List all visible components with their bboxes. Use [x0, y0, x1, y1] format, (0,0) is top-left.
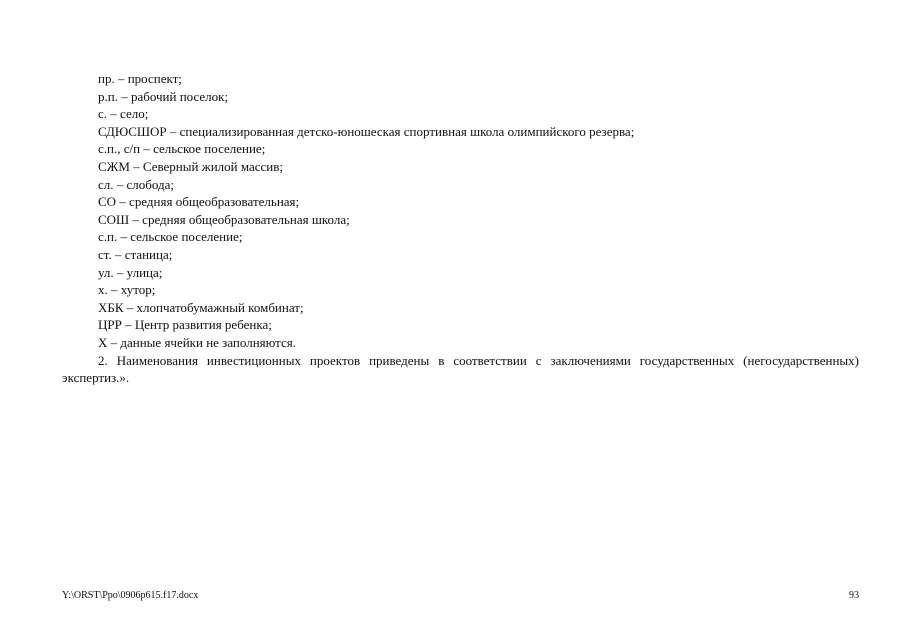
abbreviation-line: сл. – слобода;	[98, 176, 175, 192]
abbreviation-line: ст. – станица;	[98, 246, 173, 262]
abbreviation-line: СОШ – средняя общеобразовательная школа;	[98, 211, 350, 227]
abbreviation-line: СДЮСШОР – специализированная детско-юношеская спортивная школа олимпийского резерва;	[98, 123, 635, 139]
document-body	[62, 70, 859, 387]
footer-file-path: Y:\ORST\Ppo\0906p615.f17.docx	[62, 590, 199, 601]
abbreviation-line: СЖМ – Северный жилой массив;	[98, 158, 283, 174]
abbreviation-line: ул. – улица;	[98, 264, 163, 280]
abbreviation-line: с.п., с/п – сельское поселение;	[98, 141, 266, 157]
abbreviation-line: с. – село;	[98, 106, 149, 122]
abbreviation-line: с.п. – сельское поселение;	[98, 229, 243, 245]
abbreviation-line: пр. – проспект;	[98, 71, 182, 86]
footer-page-number: 93	[849, 590, 859, 601]
abbreviation-line: Х – данные ячейки не заполняются.	[98, 334, 297, 350]
note-paragraph: 2. Наименования инвестиционных проектов приведены в соответствии с заключениями государственных (негосударственных) экспертиз.».	[62, 352, 859, 386]
abbreviation-line: х. – хутор;	[98, 282, 156, 298]
abbreviation-line: ЦРР – Центр развития ребенка;	[98, 317, 272, 333]
abbreviation-line: СО – средняя общеобразовательная;	[98, 194, 300, 210]
abbreviation-line: р.п. – рабочий поселок;	[98, 88, 229, 104]
abbreviation-line: ХБК – хлопчатобумажный комбинат;	[98, 299, 304, 315]
